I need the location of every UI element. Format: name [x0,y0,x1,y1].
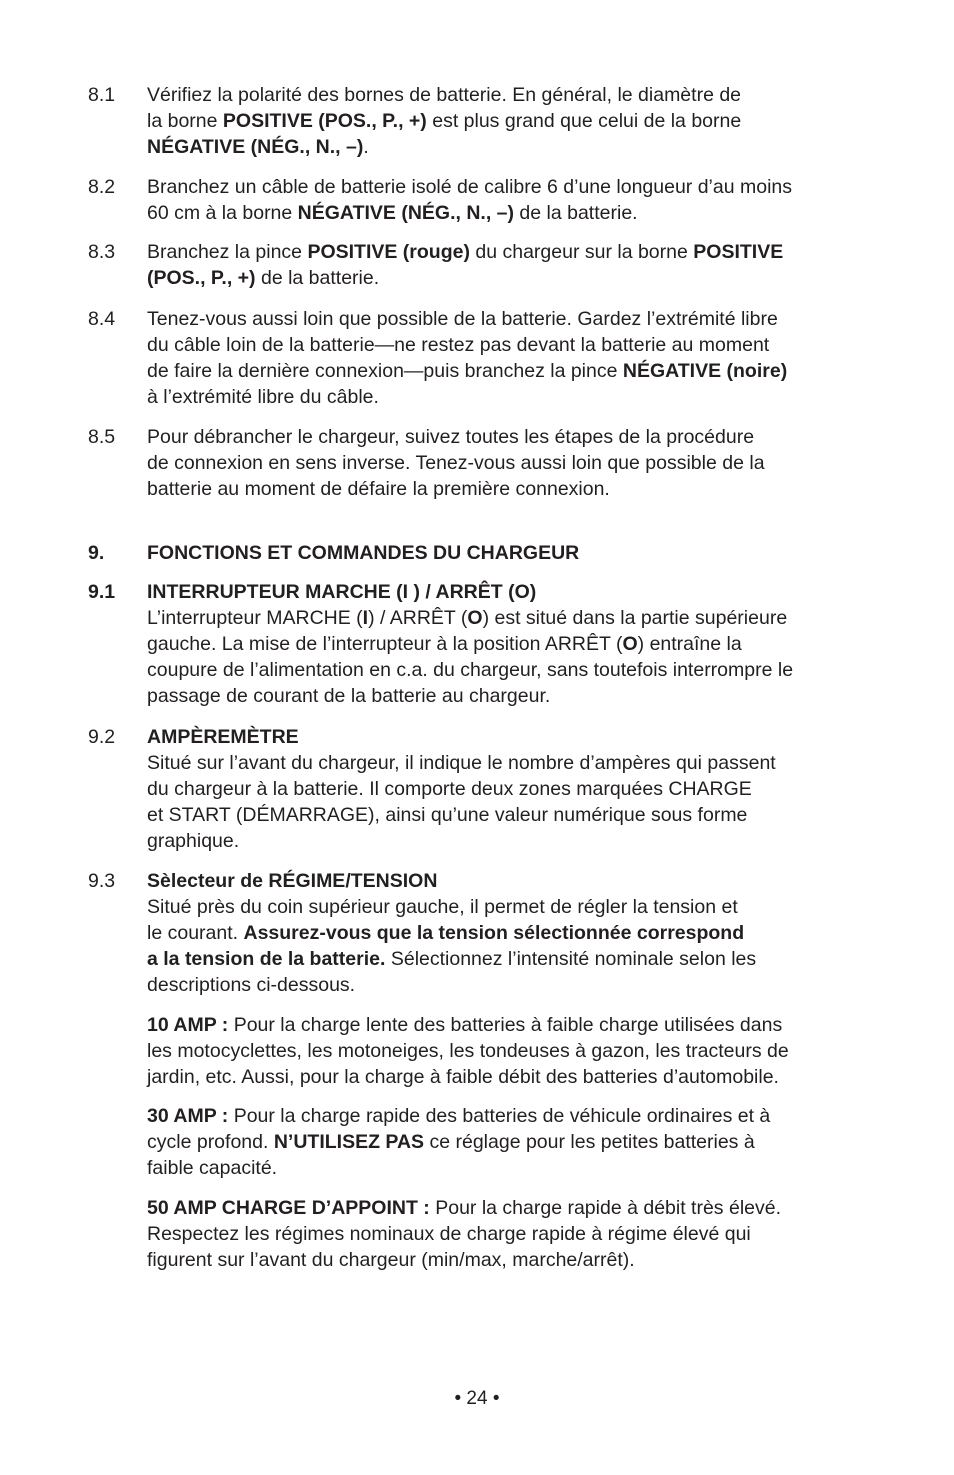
text-line: Vérifiez la polarité des bornes de batterie. En général, le diamètre de [147,84,742,106]
text-line: 10 AMP : Pour la charge lente des batteries à faible charge utilisées dans [147,1014,783,1036]
amp-label: 50 AMP CHARGE D’APPOINT : [147,1197,430,1219]
page-number: • 24 • [454,1388,500,1409]
text-line: L’interrupteur MARCHE (I) / ARRÊT (O) est situé dans la partie supérieure [147,607,788,629]
text-line: les motocyclettes, les motoneiges, les tondeuses à gazon, les tracteurs de [147,1040,789,1062]
text-line: à l’extrémité libre du câble. [147,386,379,408]
text-line: la borne POSITIVE (POS., P., +) est plus grand que celui de la borne [147,110,742,132]
text-line: de connexion en sens inverse. Tenez-vous aussi loin que possible de la [147,452,765,474]
text-line: faible capacité. [147,1157,278,1179]
subsection-number: 9.3 [88,870,116,892]
step-text [147,174,878,226]
text-line: Pour débrancher le chargeur, suivez toutes les étapes de la procédure [147,426,755,448]
amp-label: 30 AMP : [147,1105,229,1127]
text-line: Branchez un câble de batterie isolé de calibre 6 d’une longueur d’au moins [147,176,793,198]
text-line: 50 AMP CHARGE D’APPOINT : Pour la charge rapide à débit très élevé. [147,1197,782,1219]
subsection-title: AMPÈREMÈTRE [147,726,299,748]
text-line: descriptions ci-dessous. [147,974,356,996]
text-line: du câble loin de la batterie—ne restez pas devant la batterie au moment [147,334,770,356]
text-line: cycle profond. N’UTILISEZ PAS ce réglage pour les petites batteries à [147,1131,755,1153]
text-line: NÉGATIVE (NÉG., N., –). [147,136,369,158]
text-line: Situé sur l’avant du chargeur, il indique le nombre d’ampères qui passent [147,752,776,774]
text-line: 30 AMP : Pour la charge rapide des batteries de véhicule ordinaires et à [147,1105,771,1127]
text-line: coupure de l’alimentation en c.a. du chargeur, sans toutefois interrompre le [147,659,794,681]
text-line: gauche. La mise de l’interrupteur à la position ARRÊT (O) entraîne la [147,633,742,655]
text-line: jardin, etc. Aussi, pour la charge à faible débit des batteries d’automobile. [147,1066,779,1088]
text-line: graphique. [147,830,240,852]
step-text [147,424,878,502]
step-text [147,82,878,160]
text-line: de faire la dernière connexion—puis branchez la pince NÉGATIVE (noire) [147,360,788,382]
subsection-text [147,868,878,998]
text-line: 60 cm à la borne NÉGATIVE (NÉG., N., –) de la batterie. [147,202,638,224]
subsection-number: 9.2 [88,726,116,748]
text-line: batterie au moment de défaire la première connexion. [147,478,610,500]
amp-label: 10 AMP : [147,1014,229,1036]
step-number: 8.2 [88,176,116,198]
step-text [147,239,878,291]
subsection-title: INTERRUPTEUR MARCHE (I ) / ARRÊT (O) [147,581,537,603]
subsection-title: Sèlecteur de RÉGIME/TENSION [147,870,438,892]
text-line: Situé près du coin supérieur gauche, il permet de régler la tension et [147,896,738,918]
text-line: Tenez-vous aussi loin que possible de la batterie. Gardez l’extrémité libre [147,308,778,330]
subsection-number: 9.1 [88,581,116,603]
section-title: FONCTIONS ET COMMANDES DU CHARGEUR [147,542,580,564]
section-number: 9. [88,542,105,564]
step-number: 8.3 [88,241,116,263]
subsection-text [147,579,878,709]
step-number: 8.4 [88,308,116,330]
text-line: et START (DÉMARRAGE), ainsi qu’une valeur numérique sous forme [147,804,748,826]
text-line: (POS., P., +) de la batterie. [147,267,380,289]
subsection-text [147,724,878,854]
text-line: passage de courant de la batterie au chargeur. [147,685,551,707]
text-line: Branchez la pince POSITIVE (rouge) du chargeur sur la borne POSITIVE [147,241,784,263]
text-line: figurent sur l’avant du chargeur (min/max, marche/arrêt). [147,1249,635,1271]
step-number: 8.5 [88,426,116,448]
text-line: le courant. Assurez-vous que la tension sélectionnée correspond [147,922,745,944]
text-line: du chargeur à la batterie. Il comporte deux zones marquées CHARGE [147,778,752,800]
text-line: a la tension de la batterie. Sélectionnez l’intensité nominale selon les [147,948,757,970]
text-line: Respectez les régimes nominaux de charge rapide à régime élevé qui [147,1223,751,1245]
step-text [147,306,878,410]
step-number: 8.1 [88,84,116,106]
